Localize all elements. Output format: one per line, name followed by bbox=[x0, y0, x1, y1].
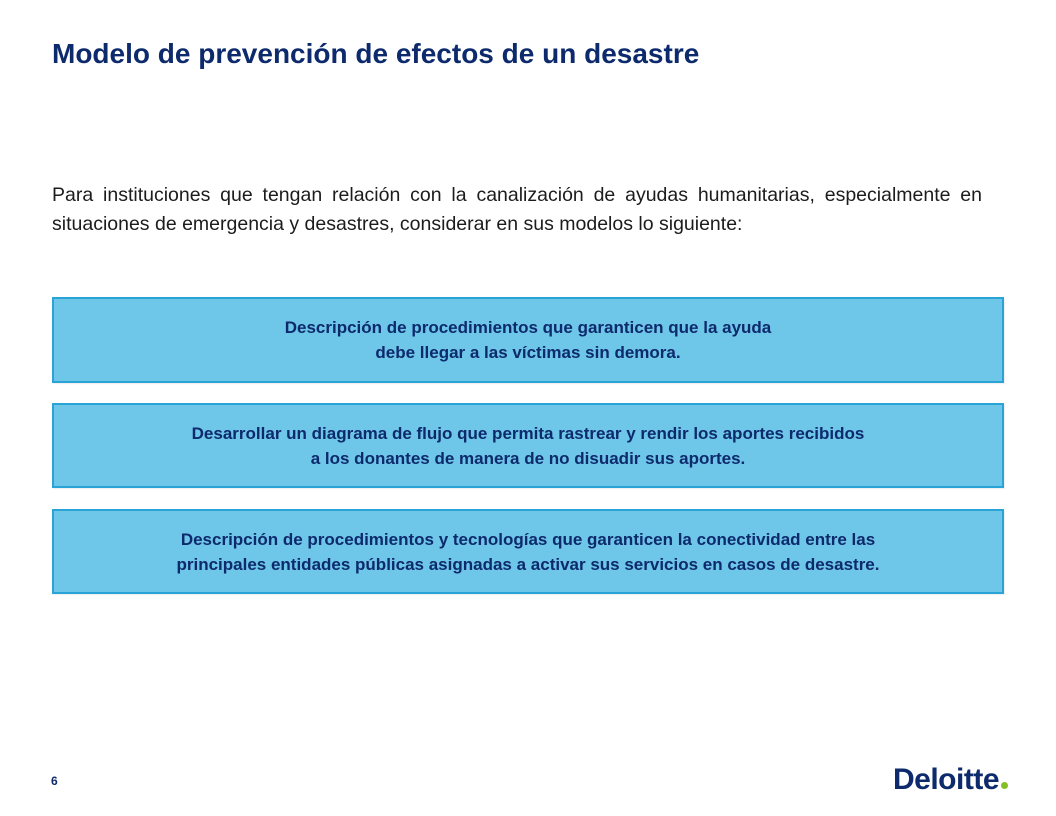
statement-box-3 bbox=[52, 509, 1004, 594]
logo-green-dot-icon bbox=[1001, 782, 1008, 789]
logo-wordmark: Deloitte bbox=[893, 763, 1000, 796]
statement-box-2-line-2: a los donantes de manera de no disuadir sus aportes. bbox=[310, 448, 746, 468]
statement-box-3-line-1: Descripción de procedimientos y tecnologías que garanticen la conectividad entre las bbox=[180, 529, 876, 549]
slide-title: Modelo de prevención de efectos de un desastre bbox=[52, 38, 700, 69]
statement-box-2-line-1: Desarrollar un diagrama de flujo que permita rastrear y rendir los aportes recibidos bbox=[191, 423, 865, 443]
statement-box-1-line-1: Descripción de procedimientos que garanticen que la ayuda bbox=[284, 318, 772, 337]
statement-box-3-line-2: principales entidades públicas asignadas a activar sus servicios en casos de desastre. bbox=[176, 554, 880, 574]
page-number: 6 bbox=[51, 774, 58, 788]
statement-box-1-line-2: debe llegar a las víctimas sin demora. bbox=[375, 343, 681, 362]
statement-box-2 bbox=[52, 403, 1004, 488]
intro-paragraph: Para instituciones que tengan relación con la canalización de ayudas humanitarias, especialmente en situaciones de emergencia y desastres, considerar en sus modelos lo siguiente: bbox=[52, 184, 982, 235]
statement-box-1 bbox=[52, 297, 1004, 383]
deloitte-logo bbox=[893, 763, 1008, 797]
